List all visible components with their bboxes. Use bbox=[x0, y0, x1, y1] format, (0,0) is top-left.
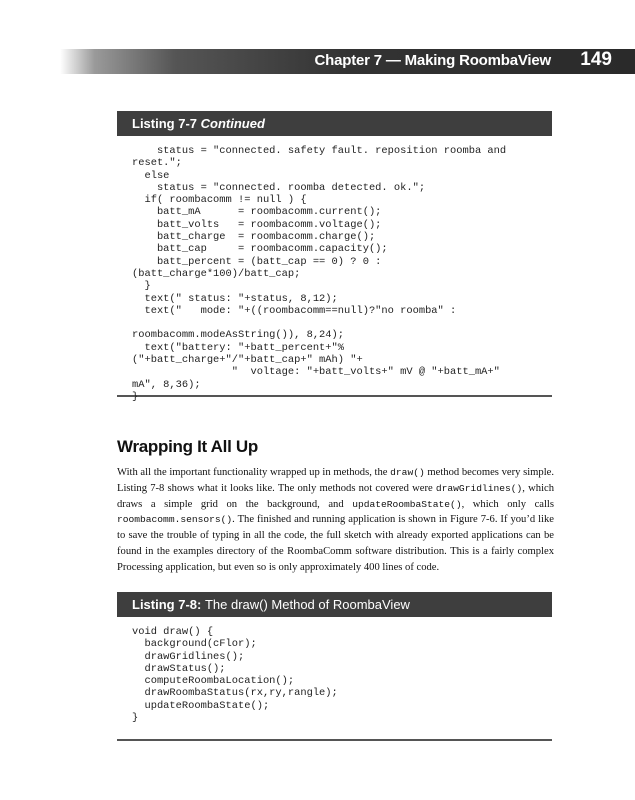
inline-code: drawGridlines() bbox=[435, 482, 523, 494]
code-listing-7-8 bbox=[117, 592, 552, 741]
inline-code: draw() bbox=[390, 467, 425, 478]
listing-caption: The draw() Method of RoombaView bbox=[204, 597, 410, 612]
code-block: status = "connected. safety fault. reposition roomba and reset."; else status = "connected. roomba detected. ok."; if( roombacomm != null ) { batt_mA = roombacomm.current(); batt_volts = roombacomm.voltage(); batt_charge = roombacomm.charge(); batt_cap = roombacomm.capacity(); batt_percent = (batt_cap == 0) ? 0 : (batt_charge*100)/batt_cap; } text(" status: "+status, 8,12); text(" mode: "+((roombacomm==null)?"no roomba" : roombacomm.modeAsString()), 8,24); text("battery: "+batt_percent+"% ("+batt_charge+"/"+batt_cap+" mAh) "+ " voltage: "+batt_volts+" mV @ "+batt_mA+" mA", 8,36); } bbox=[132, 145, 507, 403]
inline-code: updateRoombaState() bbox=[352, 498, 462, 510]
listing-bottom-rule bbox=[117, 739, 552, 741]
listing-title-bar bbox=[117, 592, 552, 617]
body-text: . The finished and running application is shown in Figure 7-6. If you’d like to save the trouble of typing in all the code, the full sketch with already exported applications can be found in the examples directory of the RoombaComm software distribution. This is a fairly complex Processing application, but even so is only approximately 400 lines of code. bbox=[117, 514, 554, 573]
page-number: 149 bbox=[580, 49, 612, 70]
listing-number: Listing 7-8: bbox=[132, 597, 202, 612]
chapter-title: Chapter 7 — Making RoombaView bbox=[314, 52, 551, 69]
inline-code: roombacomm.sensors() bbox=[117, 514, 233, 526]
body-text: , which only calls bbox=[461, 498, 555, 510]
code-block: void draw() { background(cFlor); drawGridlines(); drawStatus(); computeRoombaLocation(); drawRoombaStatus(rx,ry,rangle); updateRoombaState(); } bbox=[132, 626, 338, 725]
body-text: method becomes very simple. Listing 7-8 shows what it looks like. The only methods not covered were bbox=[117, 467, 554, 494]
code-listing-7-7 bbox=[117, 111, 552, 403]
body-text: , which draws a simple grid on the background, and bbox=[117, 482, 555, 510]
body-text: With all the important functionality wrapped up in methods, the bbox=[117, 467, 391, 478]
body-paragraph bbox=[117, 465, 554, 576]
running-header bbox=[60, 49, 635, 74]
listing-title-bar bbox=[117, 111, 552, 136]
listing-continued-label: Continued bbox=[200, 116, 265, 131]
listing-bottom-rule bbox=[117, 395, 552, 397]
section-heading: Wrapping It All Up bbox=[117, 437, 258, 456]
listing-number: Listing 7-7 bbox=[132, 116, 198, 131]
